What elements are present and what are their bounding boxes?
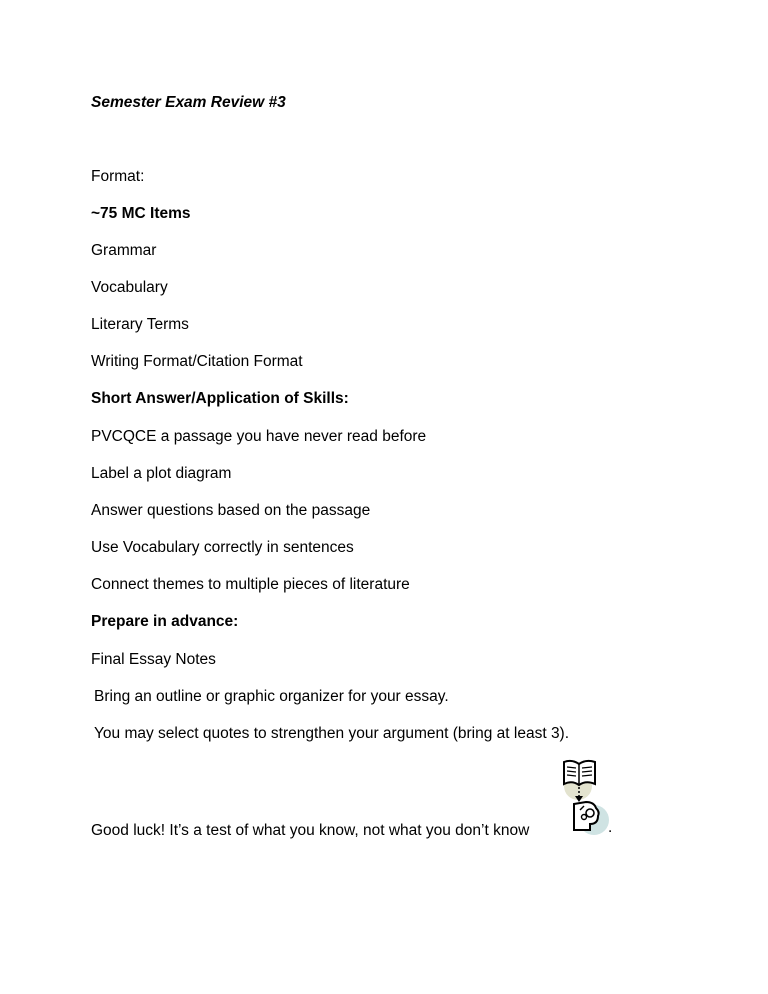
mc-item-vocabulary: Vocabulary xyxy=(91,279,168,296)
format-label: Format: xyxy=(91,168,145,185)
short-answer-item: Label a plot diagram xyxy=(91,465,232,482)
book-to-thinking-head-icon xyxy=(558,758,613,838)
prepare-item: Bring an outline or graphic organizer for your essay. xyxy=(94,688,449,705)
closing-period: . xyxy=(608,819,613,836)
prepare-heading: Prepare in advance: xyxy=(91,613,239,630)
mc-item-writing-format: Writing Format/Citation Format xyxy=(91,353,303,370)
short-answer-item: PVCQCE a passage you have never read before xyxy=(91,428,427,445)
mc-heading: ~75 MC Items xyxy=(91,205,191,222)
document-title: Semester Exam Review #3 xyxy=(91,94,286,111)
short-answer-item: Use Vocabulary correctly in sentences xyxy=(91,539,354,556)
prepare-item: You may select quotes to strengthen your argument (bring at least 3). xyxy=(94,725,570,742)
short-answer-item: Connect themes to multiple pieces of literature xyxy=(91,576,410,593)
mc-item-grammar: Grammar xyxy=(91,242,157,259)
short-answer-item: Answer questions based on the passage xyxy=(91,502,371,519)
mc-item-literary-terms: Literary Terms xyxy=(91,316,189,333)
closing-line: Good luck! It’s a test of what you know, not what you don’t know xyxy=(91,822,530,839)
prepare-item: Final Essay Notes xyxy=(91,651,216,668)
short-answer-heading: Short Answer/Application of Skills: xyxy=(91,390,349,407)
